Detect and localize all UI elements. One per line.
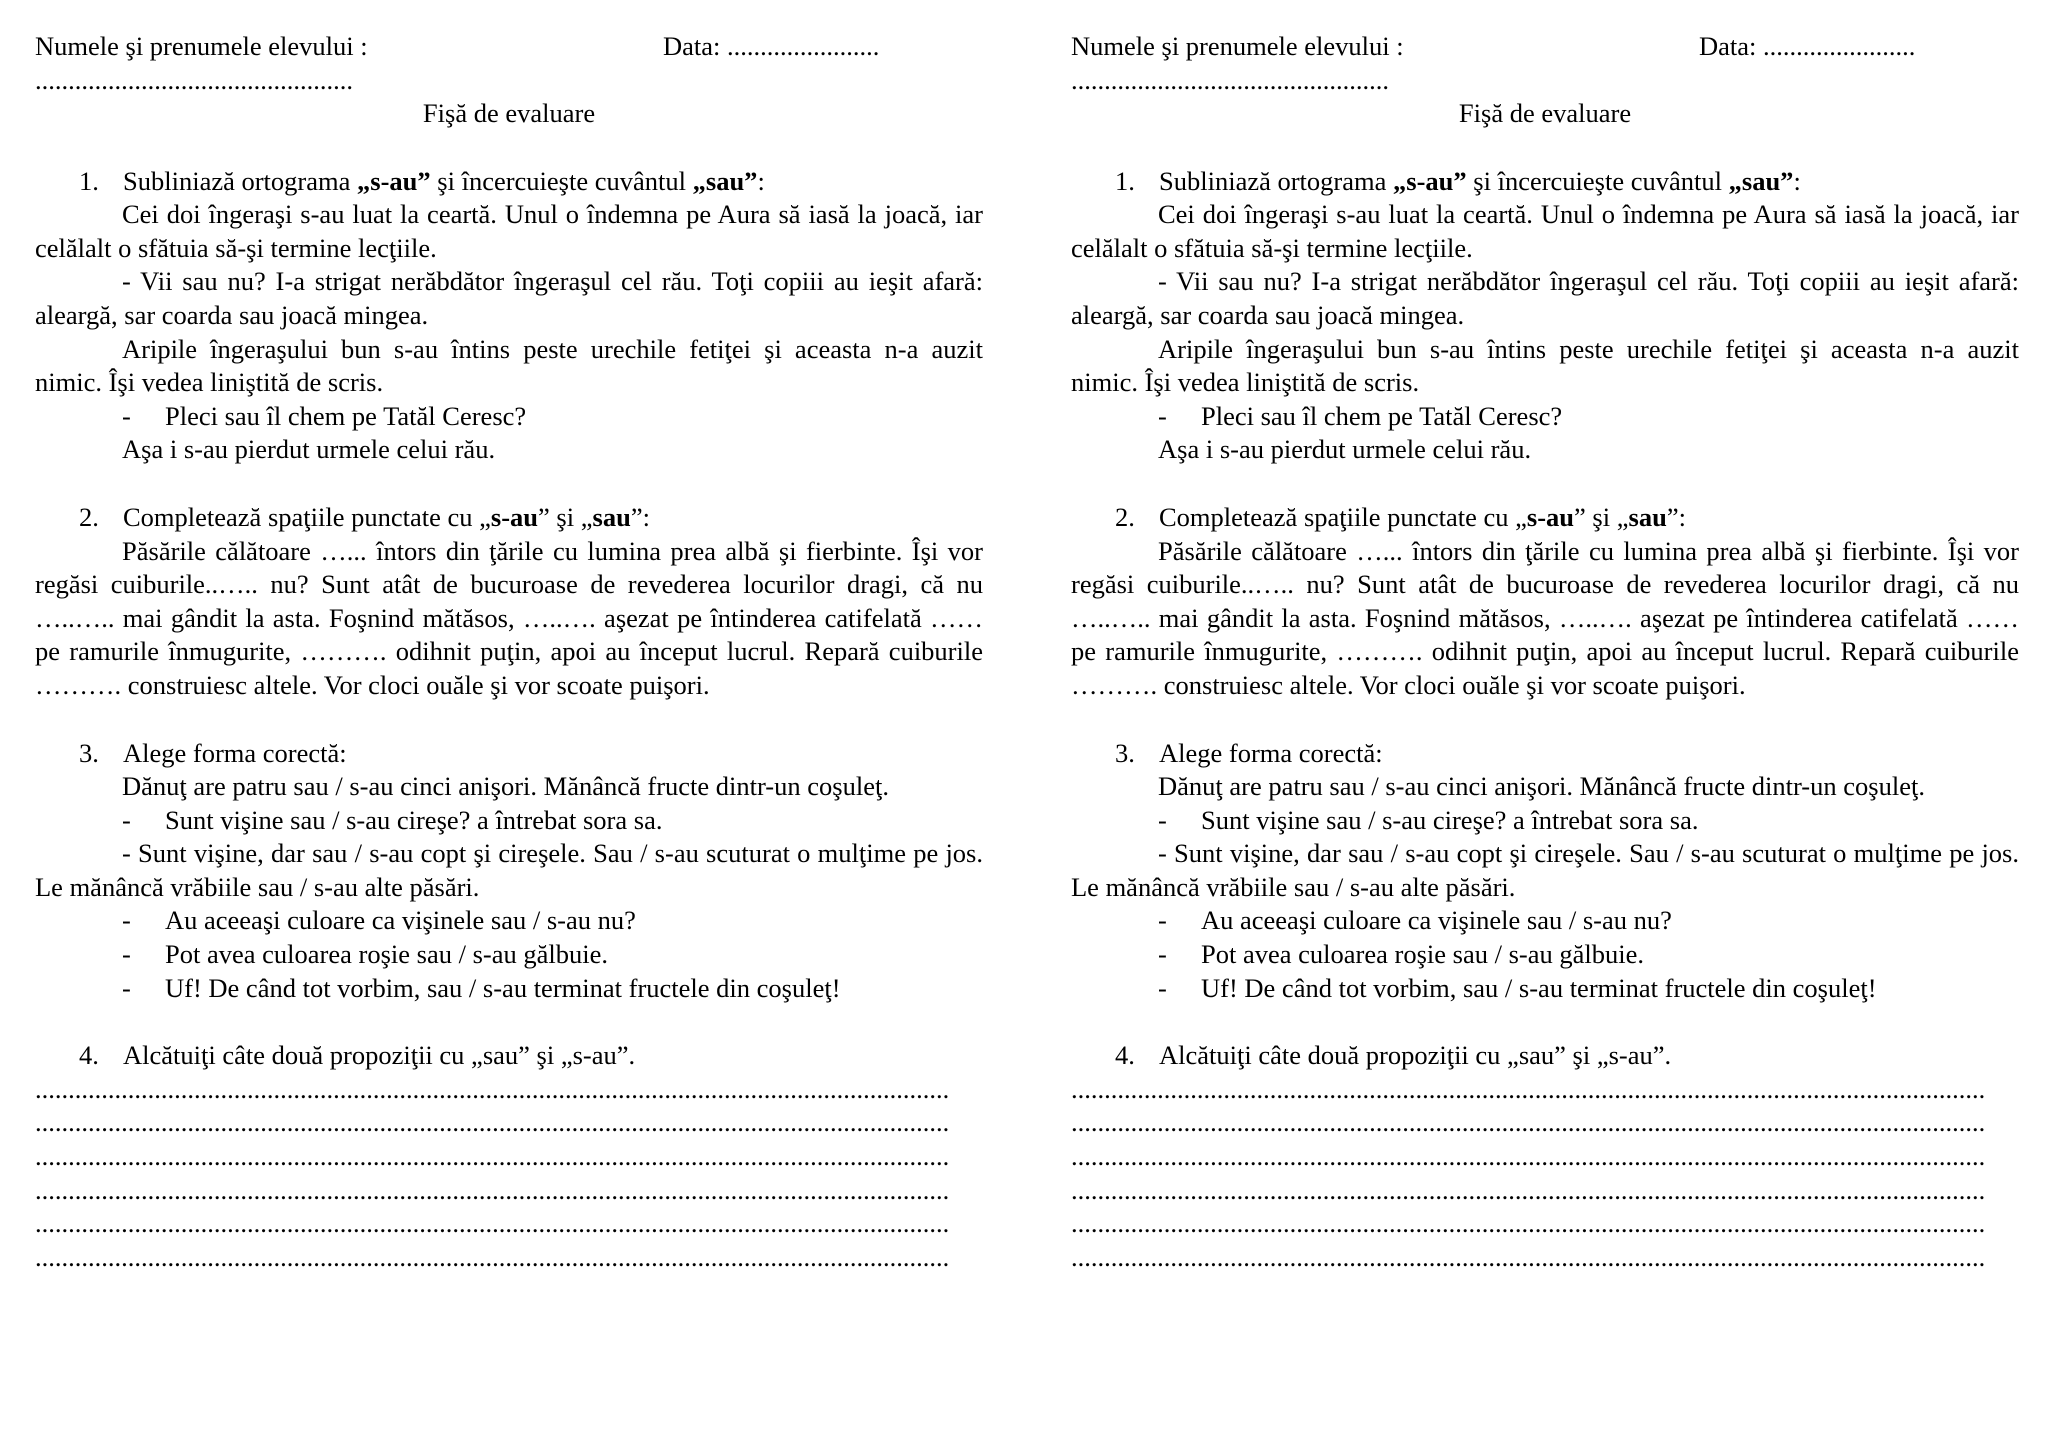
paragraph: Dănuţ are patru sau / s-au cinci anişori. Mănâncă fructe dintr-un coşuleţ. xyxy=(1158,771,1925,802)
answer-line[interactable]: .......................................................................................................................................... xyxy=(35,1107,950,1138)
name-dots-line: ................................................ xyxy=(35,65,353,95)
date-label: Data: ....................... xyxy=(663,31,880,61)
header-row xyxy=(35,30,983,64)
task-prompt: Alcătuiţi câte două propoziţii cu „sau” şi „s-au”. xyxy=(1159,1040,1672,1071)
task-2 xyxy=(1071,501,2019,703)
date-label: Data: ....................... xyxy=(1699,31,1916,61)
task-1 xyxy=(35,165,983,467)
worksheet-right xyxy=(1071,30,2019,1274)
task-number: 4. xyxy=(1115,1040,1135,1071)
answer-line[interactable]: .......................................................................................................................................... xyxy=(35,1241,950,1272)
task-number: 2. xyxy=(79,501,99,532)
answer-line[interactable]: .......................................................................................................................................... xyxy=(1071,1241,1986,1272)
task-number: 3. xyxy=(79,737,99,768)
worksheet-left xyxy=(35,30,983,1274)
task-1 xyxy=(1071,165,2019,467)
dialogue-line: - Uf! De când tot vorbim, sau / s-au terminat fructele din coşuleţ! xyxy=(122,972,841,1003)
dialogue-line: - Au aceeaşi culoare ca vişinele sau / s-au nu? xyxy=(122,905,636,936)
answer-line[interactable]: .......................................................................................................................................... xyxy=(1071,1107,1986,1138)
task-number: 1. xyxy=(1115,165,1135,196)
paragraph: Aşa i s-au pierdut urmele celui rău. xyxy=(122,434,496,465)
dialogue-line: - Sunt vişine sau / s-au cireşe? a întrebat sora sa. xyxy=(1158,804,1699,835)
paragraph: Cei doi îngeraşi s-au luat la ceartă. Unul o îndemna pe Aura să iasă la joacă, iar celălalt o sfătuia să-şi termine lecţiile. xyxy=(35,199,983,263)
name-dots-line: ................................................ xyxy=(1071,65,1389,95)
answer-line[interactable]: .......................................................................................................................................... xyxy=(1071,1141,1986,1172)
task-number: 4. xyxy=(79,1040,99,1071)
answer-line[interactable]: .......................................................................................................................................... xyxy=(35,1141,950,1172)
answer-line[interactable]: .......................................................................................................................................... xyxy=(35,1174,950,1205)
paragraph: Aripile îngeraşului bun s-au întins peste urechile fetiţei şi aceasta n-a auzit nimic. Îşi vedea liniştită de scris. xyxy=(35,333,983,398)
paragraph: Cei doi îngeraşi s-au luat la ceartă. Unul o îndemna pe Aura să iasă la joacă, iar celălalt o sfătuia să-şi termine lecţiile. xyxy=(1071,199,2019,263)
task-4 xyxy=(35,1039,983,1274)
paragraph: Aşa i s-au pierdut urmele celui rău. xyxy=(1158,434,1532,465)
dialogue-line: - Au aceeaşi culoare ca vişinele sau / s-au nu? xyxy=(1158,905,1672,936)
answer-line[interactable]: .......................................................................................................................................... xyxy=(35,1073,950,1104)
paragraph: - Sunt vişine, dar sau / s-au copt şi cireşele. Sau / s-au scuturat o mulţime pe jos. Le mănâncă vrăbiile sau / s-au alte păsări. xyxy=(35,838,983,902)
task-number: 1. xyxy=(79,165,99,196)
paragraph: - Vii sau nu? I-a strigat nerăbdător îngeraşul cel rău. Toţi copiii au ieşit afară: aleargă, sar coarda sau joacă mingea. xyxy=(35,266,983,330)
dialogue-line: - Pleci sau îl chem pe Tatăl Ceresc? xyxy=(122,400,527,431)
task-2 xyxy=(35,501,983,703)
paragraph: Dănuţ are patru sau / s-au cinci anişori. Mănâncă fructe dintr-un coşuleţ. xyxy=(122,771,889,802)
fill-in-paragraph: Păsările călătoare …... întors din ţările cu lumina prea albă şi fierbinte. Îşi vor regăsi cuiburile..….. nu? Sunt atât de bucuroase de revederea locurilor dragi, că nu …..….. mai gândit la asta. Foşnind mătăsos, …..…. aşezat pe întinderea catifelată …… pe ramurile înmugurite, ………. odihnit puţin, apoi au început lucrul. Repară cuiburile ………. construiesc altele. Vor cloci ouăle şi vor scoate puişori. xyxy=(1071,535,2019,700)
dialogue-line: - Pleci sau îl chem pe Tatăl Ceresc? xyxy=(1158,400,1563,431)
task-prompt: Alege forma corectă: xyxy=(1159,737,1383,768)
task-3 xyxy=(35,737,983,1006)
student-name-label: Numele şi prenumele elevului : xyxy=(1071,31,1404,61)
task-number: 3. xyxy=(1115,737,1135,768)
task-prompt: Subliniază ortograma „s-au” şi încercuieşte cuvântul „sau”: xyxy=(123,165,765,196)
answer-line[interactable]: .......................................................................................................................................... xyxy=(1071,1174,1986,1205)
task-number: 2. xyxy=(1115,501,1135,532)
student-name-label: Numele şi prenumele elevului : xyxy=(35,31,368,61)
header-row xyxy=(1071,30,2019,64)
paragraph: - Sunt vişine, dar sau / s-au copt şi cireşele. Sau / s-au scuturat o mulţime pe jos. Le mănâncă vrăbiile sau / s-au alte păsări. xyxy=(1071,838,2019,902)
task-prompt: Completează spaţiile punctate cu „s-au” şi „sau”: xyxy=(123,501,650,532)
worksheet-title: Fişă de evaluare xyxy=(1458,98,1632,128)
fill-in-paragraph: Păsările călătoare …... întors din ţările cu lumina prea albă şi fierbinte. Îşi vor regăsi cuiburile..….. nu? Sunt atât de bucuroase de revederea locurilor dragi, că nu …..….. mai gândit la asta. Foşnind mătăsos, …..…. aşezat pe întinderea catifelată …… pe ramurile înmugurite, ………. odihnit puţin, apoi au început lucrul. Repară cuiburile ………. construiesc altele. Vor cloci ouăle şi vor scoate puişori. xyxy=(35,535,983,700)
task-prompt: Alege forma corectă: xyxy=(123,737,347,768)
task-3 xyxy=(1071,737,2019,1006)
paragraph: - Vii sau nu? I-a strigat nerăbdător îngeraşul cel rău. Toţi copiii au ieşit afară: aleargă, sar coarda sau joacă mingea. xyxy=(1071,266,2019,330)
task-4 xyxy=(1071,1039,2019,1274)
answer-line[interactable]: .......................................................................................................................................... xyxy=(1071,1073,1986,1104)
paragraph: Aripile îngeraşului bun s-au întins peste urechile fetiţei şi aceasta n-a auzit nimic. Îşi vedea liniştită de scris. xyxy=(1071,333,2019,398)
answer-line[interactable]: .......................................................................................................................................... xyxy=(35,1208,950,1239)
dialogue-line: - Uf! De când tot vorbim, sau / s-au terminat fructele din coşuleţ! xyxy=(1158,972,1877,1003)
worksheet-title: Fişă de evaluare xyxy=(422,98,596,128)
task-prompt: Completează spaţiile punctate cu „s-au” şi „sau”: xyxy=(1159,501,1686,532)
dialogue-line: - Pot avea culoarea roşie sau / s-au gălbuie. xyxy=(122,939,608,970)
dialogue-line: - Sunt vişine sau / s-au cireşe? a întrebat sora sa. xyxy=(122,804,663,835)
dialogue-line: - Pot avea culoarea roşie sau / s-au gălbuie. xyxy=(1158,939,1644,970)
task-prompt: Alcătuiţi câte două propoziţii cu „sau” şi „s-au”. xyxy=(123,1040,636,1071)
task-prompt: Subliniază ortograma „s-au” şi încercuieşte cuvântul „sau”: xyxy=(1159,165,1801,196)
answer-line[interactable]: .......................................................................................................................................... xyxy=(1071,1208,1986,1239)
